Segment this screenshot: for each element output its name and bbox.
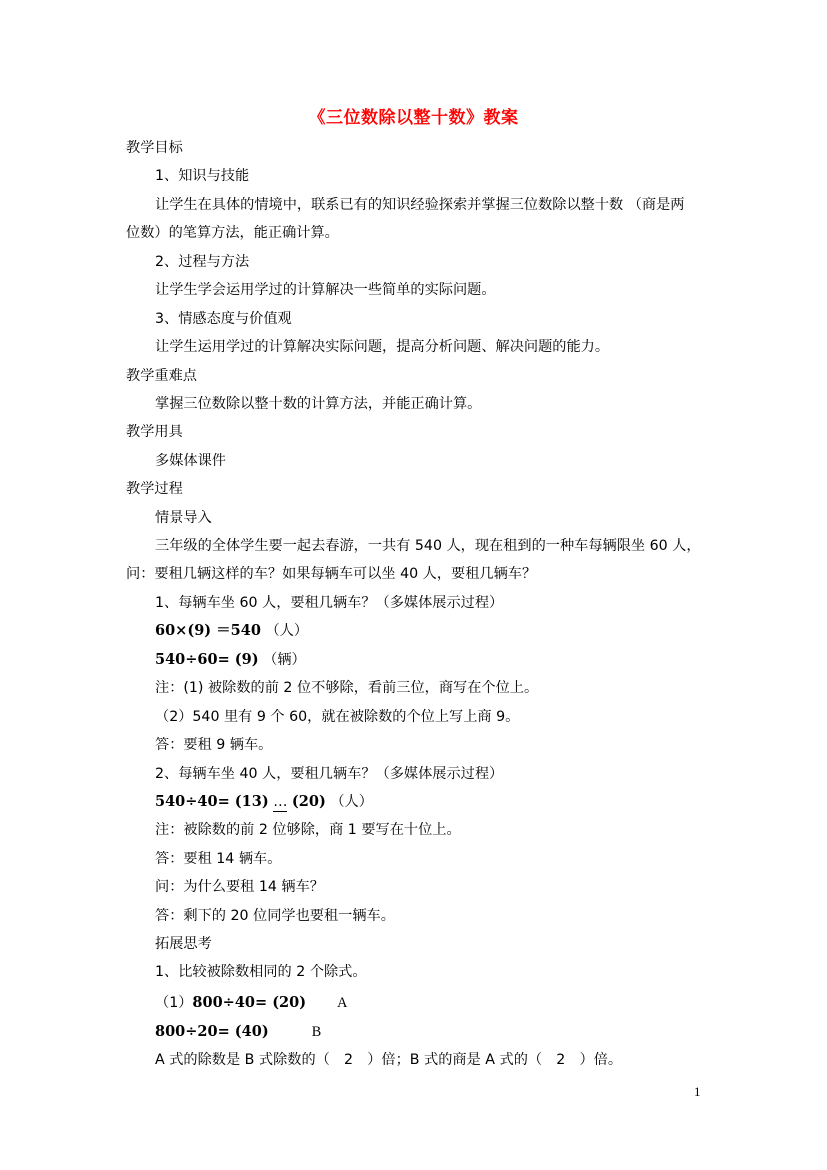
question-1: 1、每辆车坐 60 人，要租几辆车？（多媒体展示过程） bbox=[155, 595, 504, 611]
compare-a-math: 800÷40= (20) bbox=[192, 994, 307, 1011]
compare-intro: 1、比较被除数相同的 2 个除式。 bbox=[155, 964, 367, 980]
conclusion: A 式的除数是 B 式除数的（ 2 ）倍；B 式的商是 A 式的（ 2 ）倍。 bbox=[155, 1052, 623, 1068]
tools-text: 多媒体课件 bbox=[155, 453, 226, 469]
equation-3-math-a: 540÷40= (13) bbox=[155, 793, 269, 810]
story-b: 问：要租几辆这样的车？如果每辆车可以坐 40 人，要租几辆车？ bbox=[126, 566, 537, 582]
compare-b-math: 800÷20= (40) bbox=[155, 1023, 269, 1040]
key-text: 掌握三位数除以整十数的计算方法，并能正确计算。 bbox=[155, 396, 482, 412]
intro: 情景导入 bbox=[155, 510, 212, 526]
note-3: 注：被除数的前 2 位够除，商 1 要写在十位上。 bbox=[155, 822, 461, 838]
extend-heading: 拓展思考 bbox=[155, 936, 212, 952]
goal-3-text: 让学生运用学过的计算解决实际问题，提高分析问题、解决问题的能力。 bbox=[155, 339, 610, 355]
note-1: 注：(1) 被除数的前 2 位不够除，看前三位，商写在个位上。 bbox=[155, 680, 539, 696]
goal-2: 2、过程与方法 bbox=[155, 254, 250, 270]
heading-goals: 教学目标 bbox=[126, 140, 183, 156]
equation-1-unit: （人） bbox=[265, 623, 309, 639]
compare-a-tag: A bbox=[337, 995, 348, 1011]
equation-1 bbox=[155, 622, 308, 640]
answer-2: 答：要租 14 辆车。 bbox=[155, 851, 282, 867]
equation-3-math-b: (20) bbox=[291, 793, 326, 810]
document-title: 《三位数除以整十数》教案 bbox=[308, 108, 519, 128]
goal-1: 1、知识与技能 bbox=[155, 168, 250, 184]
equation-1-math: 60×(9) ＝540 bbox=[155, 622, 261, 639]
equation-2-math: 540÷60= (9) bbox=[155, 651, 259, 668]
goal-3: 3、情感态度与价值观 bbox=[155, 311, 292, 327]
compare-b-tag: B bbox=[311, 1024, 322, 1040]
answer-1: 答：要租 9 辆车。 bbox=[155, 737, 273, 753]
equation-2 bbox=[155, 651, 306, 669]
answer-3: 答：剩下的 20 位同学也要租一辆车。 bbox=[155, 908, 395, 924]
heading-process: 教学过程 bbox=[126, 481, 183, 497]
goal-2-text: 让学生学会运用学过的计算解决一些简单的实际问题。 bbox=[155, 282, 496, 298]
equation-3-unit: （人） bbox=[330, 794, 373, 810]
note-2: （2）540 里有 9 个 60，就在被除数的个位上写上商 9。 bbox=[155, 709, 520, 725]
story-a: 三年级的全体学生要一起去春游，一共有 540 人，现在租到的一种车每辆限坐 60 人， bbox=[155, 538, 701, 554]
equation-2-unit: （辆） bbox=[263, 652, 306, 668]
equation-3-dots: … bbox=[273, 794, 288, 810]
goal-1-text-b: 位数）的笔算方法，能正确计算。 bbox=[126, 225, 339, 241]
compare-a bbox=[155, 994, 347, 1012]
page-number: 1 bbox=[694, 1084, 701, 1099]
compare-a-prefix: （1） bbox=[155, 995, 193, 1011]
equation-3 bbox=[155, 793, 373, 812]
ask: 问：为什么要租 14 辆车？ bbox=[155, 879, 324, 895]
goal-1-text-a: 让学生在具体的情境中，联系已有的知识经验探索并掌握三位数除以整十数 （商是两 bbox=[155, 197, 685, 213]
heading-key: 教学重难点 bbox=[126, 368, 197, 384]
question-2: 2、每辆车坐 40 人，要租几辆车？（多媒体展示过程） bbox=[155, 766, 504, 782]
compare-b bbox=[155, 1023, 321, 1041]
heading-tools: 教学用具 bbox=[126, 424, 183, 440]
